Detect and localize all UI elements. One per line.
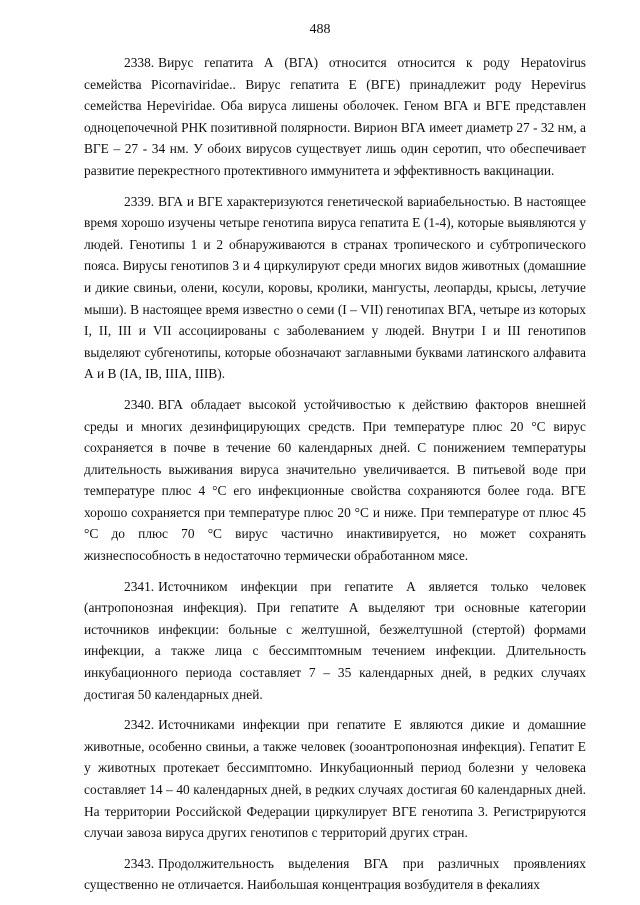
paragraph-2340 — [84, 394, 586, 567]
page-number: 488 — [309, 22, 331, 37]
paragraph-2343 — [84, 853, 586, 896]
paragraph-text: Источниками инфекции при гепатите Е являются дикие и домашние животные, особенно свиньи, а также человек (зооантропонозная инфекция). Гепатит Е у животных протекает бессимптомно. Инкубационный период болезни у человека составляет 14 – 40 календарных дней, в редких случаях достигая 60 календарных дней. На территории Российской Федерации циркулирует ВГЕ генотипа 3. Регистрируются случаи завоза вируса других генотипов с территорий других стран. — [84, 717, 586, 841]
paragraph-text: ВГА и ВГЕ характеризуются генетической вариабельностью. В настоящее время хорошо изучены четыре генотипа вируса гепатита Е (1-4), которые выявляются у людей. Генотипы 1 и 2 обнаруживаются в странах тропического и субтропического пояса. Вирусы генотипов 3 и 4 циркулируют среди многих видов животных (домашние и дикие свиньи, олени, косули, коровы, кролики, мангусты, леопарды, крысы, летучие мыши). В настоящее время известно о семи (I – VII) генотипах ВГА, четыре из которых I, II, III и VII ассоциированы с заболеванием у людей. Внутри I и III генотипов выделяют субгенотипы, которые обозначают заглавными буквами латинского алфавита А и В (IA, IB, IIIA, IIIB). — [84, 193, 586, 382]
paragraph-2338 — [84, 52, 586, 182]
paragraph-text: Источником инфекции при гепатите А является только человек (антропонозная инфекция). При гепатите А выделяют три основные категории источников инфекции: больные с желтушной, безжелтушной (стертой) формами инфекции, а также лица с бессимптомным течением инфекции. Длительность инкубационного периода составляет 7 – 35 календарных дней, в редких случаях достигая 50 календарных дней. — [84, 578, 586, 702]
paragraph-number: 2339. — [124, 193, 155, 209]
paragraph-number: 2338. — [124, 55, 155, 70]
paragraph-text: ВГА обладает высокой устойчивостью к действию факторов внешней среды и многих дезинфицирующих средств. При температуре плюс 20 °С вирус сохраняется в почве в течение 60 календарных дней. С понижением температуры длительность выживания вируса значительно увеличивается. В питьевой воде при температуре плюс 4 °С его инфекционные свойства сохраняются более года. ВГЕ хорошо сохраняется при температуре плюс 20 °С и ниже. При температуре от плюс 45 °С до плюс 70 °С вирус частично инактивируется, но может сохранять жизнеспособность в недостаточно термически обработанном мясе. — [84, 396, 586, 564]
paragraph-number: 2342. — [124, 717, 155, 733]
paragraph-text: Продолжительность выделения ВГА при различных проявлениях существенно не отличается. Наибольшая концентрация возбудителя в фекалиях — [84, 855, 586, 893]
paragraph-2341 — [84, 576, 586, 706]
paragraph-2339 — [84, 191, 586, 385]
paragraph-number: 2343. — [124, 855, 155, 871]
body-text — [84, 52, 586, 905]
paragraph-text: Вирус гепатита А (ВГА) относится относится к роду Hepatovirus семейства Picornaviridae.. Вирус гепатита Е (ВГЕ) принадлежит роду Hepevirus семейства Hepeviridae. Оба вируса лишены оболочек. Геном ВГА и ВГЕ представлен одноцепочечной РНК позитивной полярности. Вирион ВГА имеет диаметр 27 - 32 нм, а ВГЕ – 27 - 34 нм. У обоих вирусов существует лишь один серотип, что обеспечивает развитие перекрестного протективного иммунитета и эффективность вакцинации. — [84, 55, 586, 178]
paragraph-number: 2341. — [124, 578, 155, 594]
paragraph-number: 2340. — [124, 396, 155, 412]
paragraph-2342 — [84, 714, 586, 844]
